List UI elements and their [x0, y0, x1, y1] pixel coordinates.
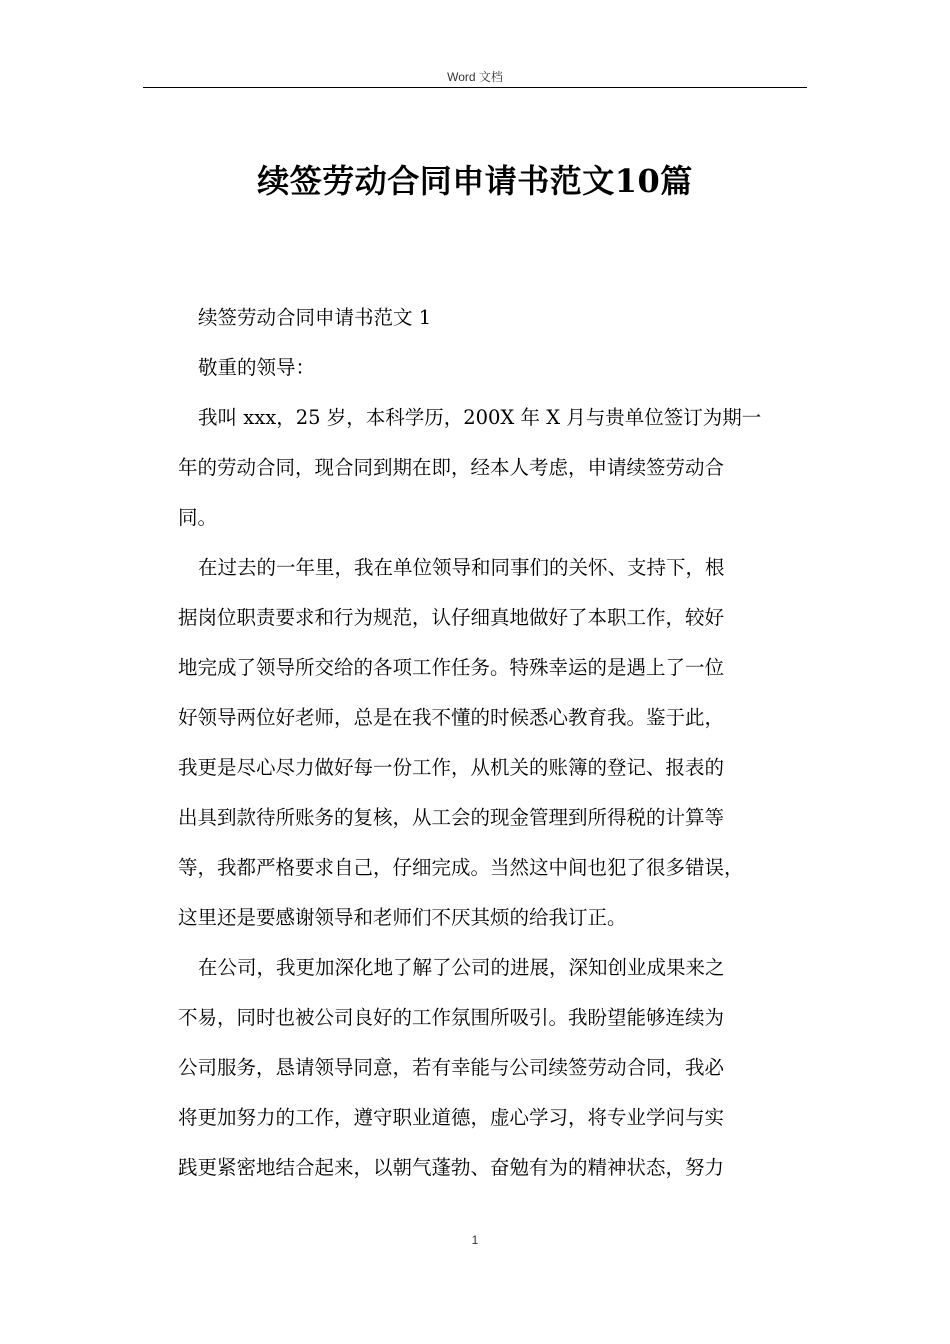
page-number: 1 — [471, 1233, 479, 1247]
paragraph-line: 同。 — [178, 506, 218, 529]
paragraph-line: 在过去的一年里，我在单位领导和同事们的关怀、支持下，根 — [198, 556, 725, 579]
paragraph-line: 践更紧密地结合起来，以朝气蓬勃、奋勉有为的精神状态，努力 — [178, 1156, 725, 1179]
paragraph-line: 等，我都严格要求自己，仔细完成。当然这中间也犯了很多错误， — [178, 856, 744, 879]
document-body — [178, 293, 818, 1193]
section-heading: 续签劳动合同申请书范文 1 — [198, 306, 432, 329]
paragraph-line: 据岗位职责要求和行为规范，认仔细真地做好了本职工作，较好 — [178, 606, 725, 629]
salutation: 敬重的领导： — [198, 356, 316, 379]
paragraph-line: 这里还是要感谢领导和老师们不厌其烦的给我订正。 — [178, 906, 627, 929]
paragraph-line: 公司服务，恳请领导同意，若有幸能与公司续签劳动合同，我必 — [178, 1056, 725, 1079]
paragraph-line: 地完成了领导所交给的各项工作任务。特殊幸运的是遇上了一位 — [178, 656, 725, 679]
paragraph-line: 在公司，我更加深化地了解了公司的进展，深知创业成果来之 — [198, 956, 725, 979]
paragraph-line: 年的劳动合同，现合同到期在即，经本人考虑，申请续签劳动合 — [178, 456, 725, 479]
paragraph-line: 出具到款待所账务的复核，从工会的现金管理到所得税的计算等 — [178, 806, 725, 829]
document-header-label: Word 文档 — [447, 70, 503, 84]
header-divider — [143, 87, 807, 88]
paragraph-line: 我更是尽心尽力做好每一份工作，从机关的账簿的登记、报表的 — [178, 756, 725, 779]
paragraph-line: 将更加努力的工作，遵守职业道德，虚心学习，将专业学问与实 — [178, 1106, 725, 1129]
document-title: 续签劳动合同申请书范文10篇 — [257, 162, 693, 200]
paragraph-line: 我叫 xxx，25 岁，本科学历，200X 年 X 月与贵单位签订为期一 — [198, 406, 762, 429]
paragraph-line: 不易，同时也被公司良好的工作氛围所吸引。我盼望能够连续为 — [178, 1006, 725, 1029]
paragraph-line: 好领导两位好老师，总是在我不懂的时候悉心教育我。鉴于此， — [178, 706, 725, 729]
